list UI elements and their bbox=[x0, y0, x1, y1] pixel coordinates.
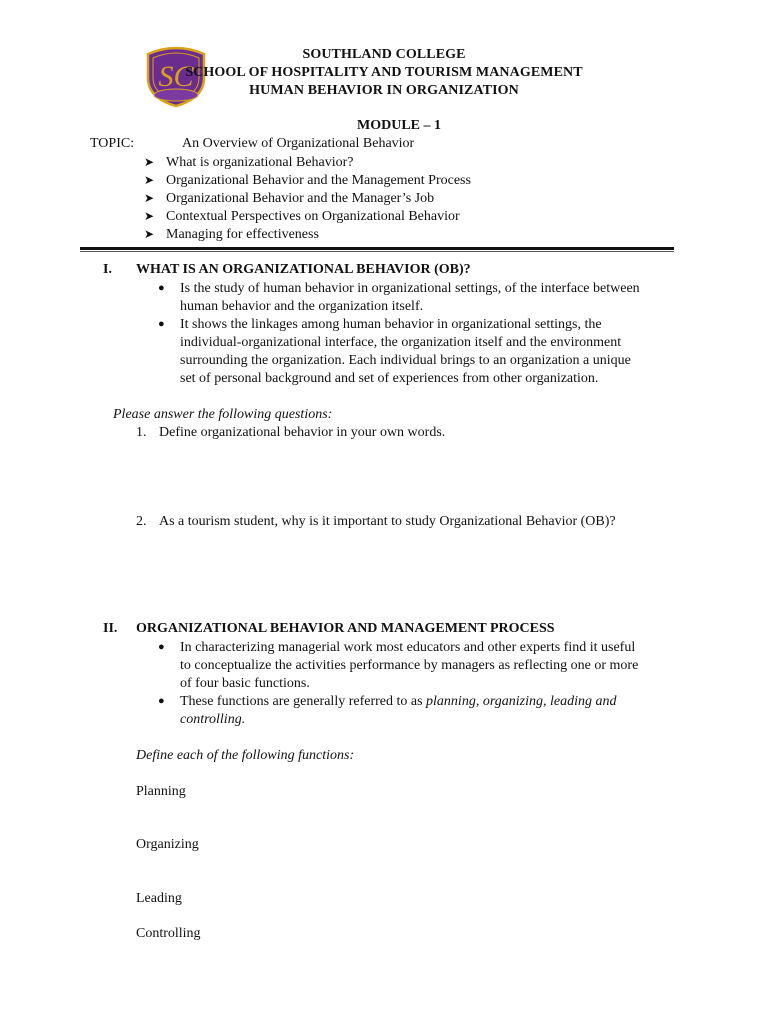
question-number: 2. bbox=[136, 514, 147, 529]
section-title: ORGANIZATIONAL BEHAVIOR AND MANAGEMENT PROCESS bbox=[136, 621, 555, 636]
bullet-icon: ● bbox=[158, 318, 165, 330]
module-label: MODULE – 1 bbox=[357, 118, 441, 133]
bullet-text: These functions are generally referred to as planning, organizing, leading and controlling. bbox=[180, 694, 617, 727]
bullet-icon: ● bbox=[158, 641, 165, 653]
school-name: SCHOOL OF HOSPITALITY AND TOURISM MANAGEMENT bbox=[185, 65, 583, 80]
function-label: Controlling bbox=[136, 926, 201, 941]
functions-prompt: Define each of the following functions: bbox=[136, 748, 355, 763]
function-label: Planning bbox=[136, 784, 186, 799]
function-label: Organizing bbox=[136, 837, 199, 852]
divider-thin bbox=[80, 251, 674, 252]
topic-item: ➤ Organizational Behavior and the Management Process bbox=[144, 173, 471, 188]
question-number: 1. bbox=[136, 425, 147, 440]
bullet-text: It shows the linkages among human behavior in organizational settings, the individual-organizational interface, the organization itself and the environment surrounding the organization. Each individual brings to an organization a unique set of personal background and set of experiences from other organization. bbox=[180, 317, 631, 386]
topic-item: ➤ What is organizational Behavior? bbox=[144, 155, 354, 170]
logo-monogram: SC bbox=[158, 60, 194, 93]
bullet-icon: ● bbox=[158, 695, 165, 707]
college-name: SOUTHLAND COLLEGE bbox=[302, 47, 466, 62]
question-text: As a tourism student, why is it important to study Organizational Behavior (OB)? bbox=[159, 514, 616, 529]
function-label: Leading bbox=[136, 891, 182, 906]
bullet-text: In characterizing managerial work most educators and other experts find it useful to conceptualize the activities performance by managers as reflecting one or more of four basic functions. bbox=[180, 640, 639, 691]
divider-thick bbox=[80, 247, 674, 250]
question-text: Define organizational behavior in your own words. bbox=[159, 425, 446, 440]
section-number: II. bbox=[103, 621, 118, 636]
topic-item: ➤ Managing for effectiveness bbox=[144, 227, 319, 242]
topic-item: ➤ Contextual Perspectives on Organizational Behavior bbox=[144, 209, 460, 224]
bullet-icon: ● bbox=[158, 282, 165, 294]
topic-title: An Overview of Organizational Behavior bbox=[182, 136, 415, 151]
questions-prompt: Please answer the following questions: bbox=[113, 407, 333, 422]
course-title: HUMAN BEHAVIOR IN ORGANIZATION bbox=[249, 83, 519, 98]
bullet-text: Is the study of human behavior in organizational settings, of the interface between human behavior and the organization itself. bbox=[180, 281, 640, 314]
section-title: WHAT IS AN ORGANIZATIONAL BEHAVIOR (OB)? bbox=[136, 262, 471, 277]
topic-item: ➤ Organizational Behavior and the Manager’s Job bbox=[144, 191, 435, 206]
topic-label: TOPIC: bbox=[90, 136, 135, 151]
section-number: I. bbox=[103, 262, 112, 277]
